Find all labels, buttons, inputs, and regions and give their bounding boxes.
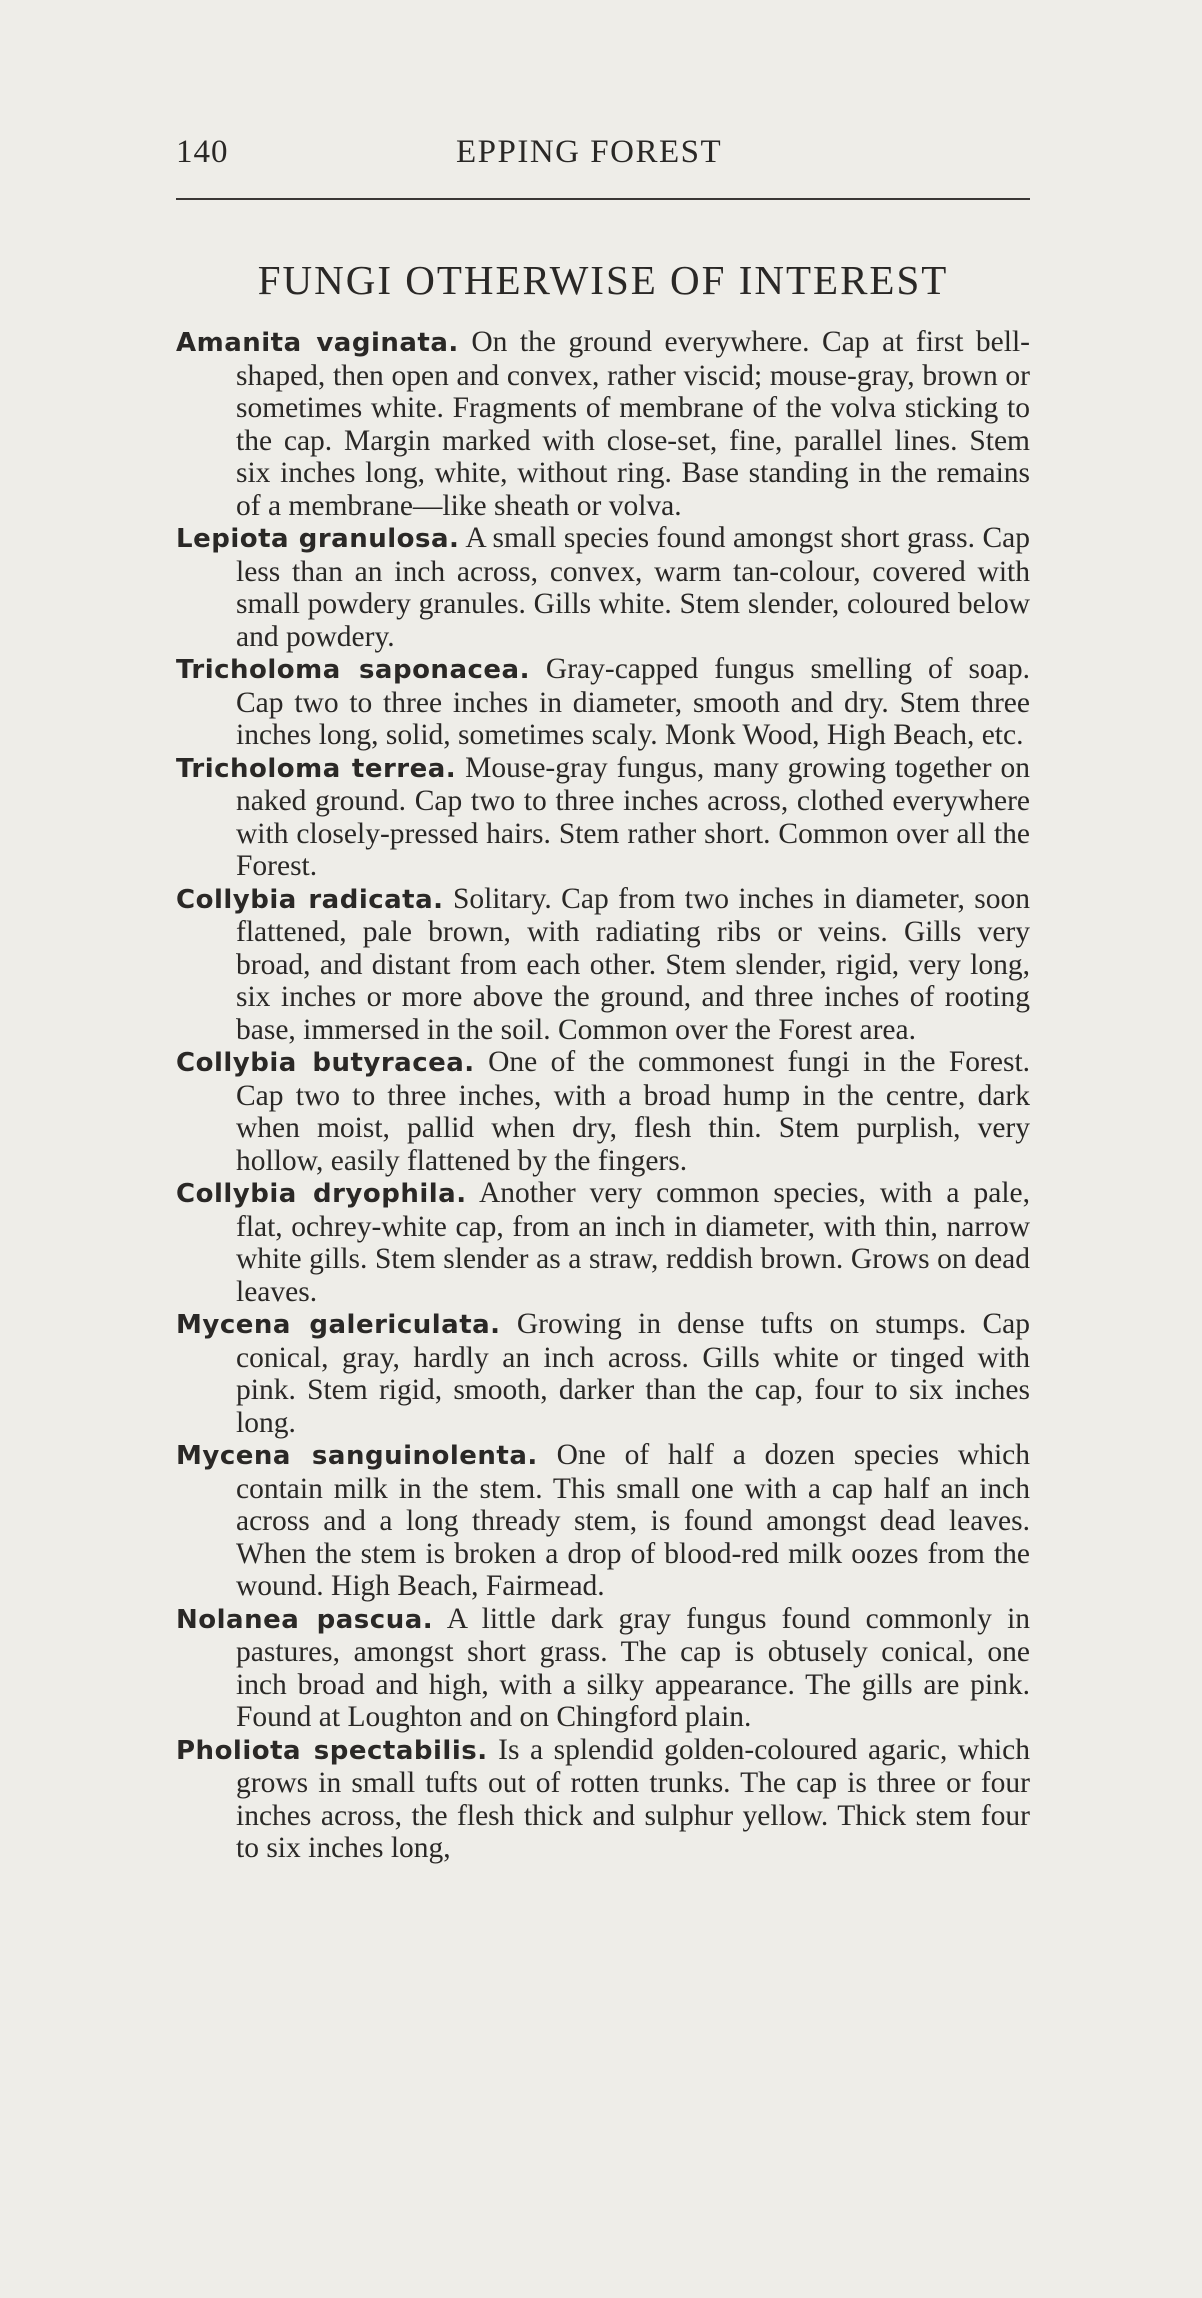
species-description: Another very common species, with a pale, flat, ochrey-white cap, from an inch in diameter, with thin, narrow white gills. Stem slender as a straw, reddish brown. Grows on dead leaves.	[236, 1177, 1030, 1308]
species-entry	[176, 1177, 1030, 1308]
species-entry	[176, 326, 1030, 522]
species-entries	[176, 326, 1030, 1865]
species-description: On the ground everywhere. Cap at first bell-shaped, then open and convex, rather viscid; mouse-gray, brown or sometimes white. Fragments of membrane of the volva sticking to the cap. Margin marked with close-set, fine, parallel lines. Stem six inches long, white, without ring. Base standing in the remains of a membrane—like sheath or volva.	[236, 326, 1030, 522]
species-description: A small species found amongst short grass. Cap less than an inch across, convex, warm tan-colour, covered with small powdery granules. Gills white. Stem slender, coloured below and powdery.	[236, 522, 1030, 653]
page-number: 140	[176, 134, 229, 170]
species-name: Collybia dryophila.	[176, 1179, 467, 1209]
species-description: Growing in dense tufts on stumps. Cap conical, gray, hardly an inch across. Gills white or tinged with pink. Stem rigid, smooth, darker than the cap, four to six inches long.	[236, 1308, 1031, 1439]
species-name: Amanita vaginata.	[176, 328, 459, 358]
running-head	[176, 134, 1030, 184]
species-name: Mycena sanguinolenta.	[176, 1441, 538, 1471]
running-title: EPPING FOREST	[456, 134, 723, 170]
species-description: Solitary. Cap from two inches in diameter, soon flattened, pale brown, with radiating ribs or veins. Gills very broad, and distant from each other. Stem slender, rigid, very long, six inches or more above the ground, and three inches of rooting base, immersed in the soil. Common over the Forest area.	[236, 882, 1030, 1046]
species-entry	[176, 752, 1030, 883]
species-description: One of the commonest fungi in the Forest. Cap two to three inches, with a broad hump in the centre, dark when moist, pallid when dry, flesh thin. Stem purplish, very hollow, easily flattened by the fingers.	[236, 1046, 1031, 1177]
species-entry	[176, 522, 1030, 653]
header-rule	[176, 198, 1030, 200]
species-entry	[176, 883, 1030, 1047]
species-entry	[176, 1734, 1030, 1865]
species-name: Mycena galericulata.	[176, 1310, 501, 1340]
species-description: One of half a dozen species which contain milk in the stem. This small one with a cap half an inch across and a long thready stem, is found amongst dead leaves. When the stem is broken a drop of blood-red milk oozes from the wound. High Beach, Fairmead.	[236, 1439, 1031, 1602]
species-name: Collybia radicata.	[176, 884, 444, 915]
section-heading: FUNGI OTHERWISE OF INTEREST	[257, 257, 949, 303]
species-entry	[176, 1046, 1030, 1177]
species-entry	[176, 1603, 1030, 1734]
species-description: A little dark gray fungus found commonly in pastures, amongst short grass. The cap is obtusely conical, one inch broad and high, with a silky appearance. The gills are pink. Found at Loughton and on Chingford plain.	[236, 1602, 1031, 1733]
species-description: Gray-capped fungus smelling of soap. Cap two to three inches in diameter, smooth and dry. Stem three inches long, solid, sometimes scaly. Monk Wood, High Beach, etc.	[236, 653, 1030, 751]
species-name: Collybia butyracea.	[176, 1048, 475, 1078]
species-description: Is a splendid golden-coloured agaric, which grows in small tufts out of rotten trunks. The cap is three or four inches across, the flesh thick and sulphur yellow. Thick stem four to six inches long,	[236, 1733, 1030, 1864]
species-name: Tricholoma terrea.	[176, 753, 457, 784]
species-entry	[176, 1439, 1030, 1603]
species-name: Nolanea pascua.	[176, 1604, 434, 1635]
species-entry	[176, 1308, 1030, 1439]
species-name: Lepiota granulosa.	[176, 524, 460, 554]
species-name: Tricholoma saponacea.	[176, 655, 530, 685]
species-name: Pholiota spectabilis.	[176, 1735, 488, 1766]
species-entry	[176, 653, 1030, 752]
species-description: Mouse-gray fungus, many growing together on naked ground. Cap two to three inches across, clothed everywhere with closely-pressed hairs. Stem rather short. Common over all the Forest.	[236, 751, 1031, 882]
